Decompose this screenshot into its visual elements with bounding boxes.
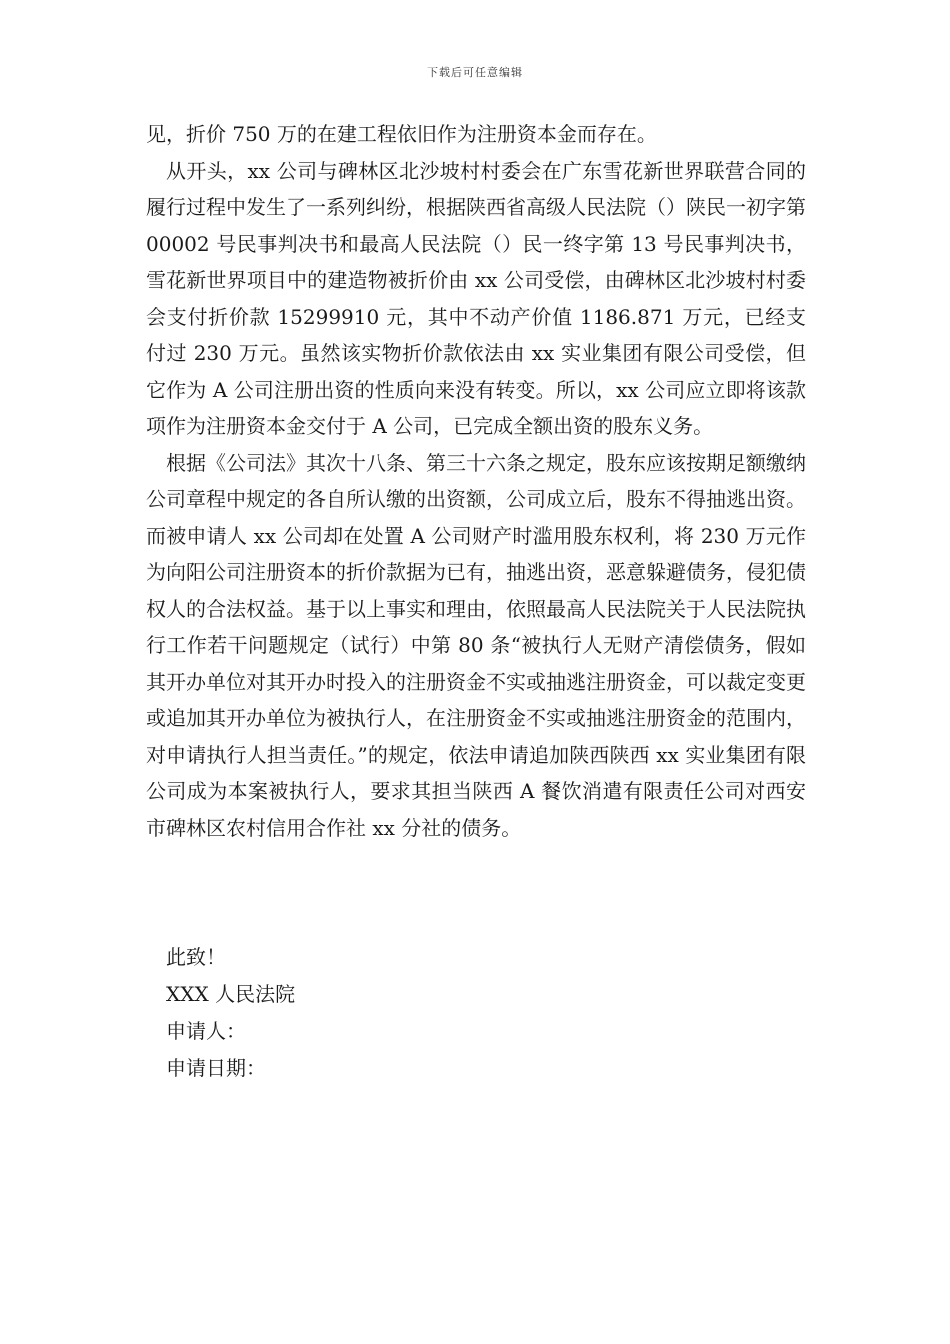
- closing-block: [166, 939, 295, 1087]
- salutation: 此致！: [166, 945, 226, 969]
- paragraph-1: 见，折价 750 万的在建工程依旧作为注册资本金而存在。: [146, 122, 657, 146]
- document-body: [146, 116, 806, 846]
- applicant-line: 申请人：: [166, 1019, 246, 1043]
- paragraph-3: 根据《公司法》其次十八条、第三十六条之规定，股东应该按期足额缴纳公司章程中规定的各自所认缴的出资额，公司成立后，股东不得抽逃出资。而被申请人 xx 公司却在处置 A 公司财产时滥用股东权利，将 230 万元作为向阳公司注册资本的折价款据为已有，抽逃出资，恶意躲避债务，侵犯债权人的合法权益。基于以上事实和理由，依照最高人民法院关于人民法院执行工作若干问题规定（试行）中第 80 条“被执行人无财产清偿债务，假如其开办单位对其开办时投入的注册资金不实或抽逃注册资金，可以裁定变更或追加其开办单位为被执行人，在注册资金不实或抽逃注册资金的范围内，对申请执行人担当责任。”的规定，依法申请追加陕西陕西 xx 实业集团有限公司成为本案被执行人，要求其担当陕西 A 餐饮消遣有限责任公司对西安市碑林区农村信用合作社 xx 分社的债务。: [146, 450, 806, 840]
- date-line: 申请日期：: [166, 1056, 266, 1080]
- court-name: XXX 人民法院: [166, 982, 296, 1006]
- paragraph-2: 从开头，xx 公司与碑林区北沙坡村村委会在广东雪花新世界联营合同的履行过程中发生了一系列纠纷，根据陕西省高级人民法院（）陕民一初字第 00002 号民事判决书和最高人民法院（）民一终字第 13 号民事判决书，雪花新世界项目中的建造物被折价由 xx 公司受偿，由碑林区北沙坡村村委会支付折价款 15299910 元，其中不动产价值 1186.871 万元，已经支付过 230 万元。虽然该实物折价款依法由 xx 实业集团有限公司受偿，但它作为 A 公司注册出资的性质向来没有转变。所以，xx 公司应立即将该款项作为注册资本金交付于 A 公司，已完成全额出资的股东义务。: [146, 158, 806, 438]
- page-header: 下载后可任意编辑: [427, 66, 523, 79]
